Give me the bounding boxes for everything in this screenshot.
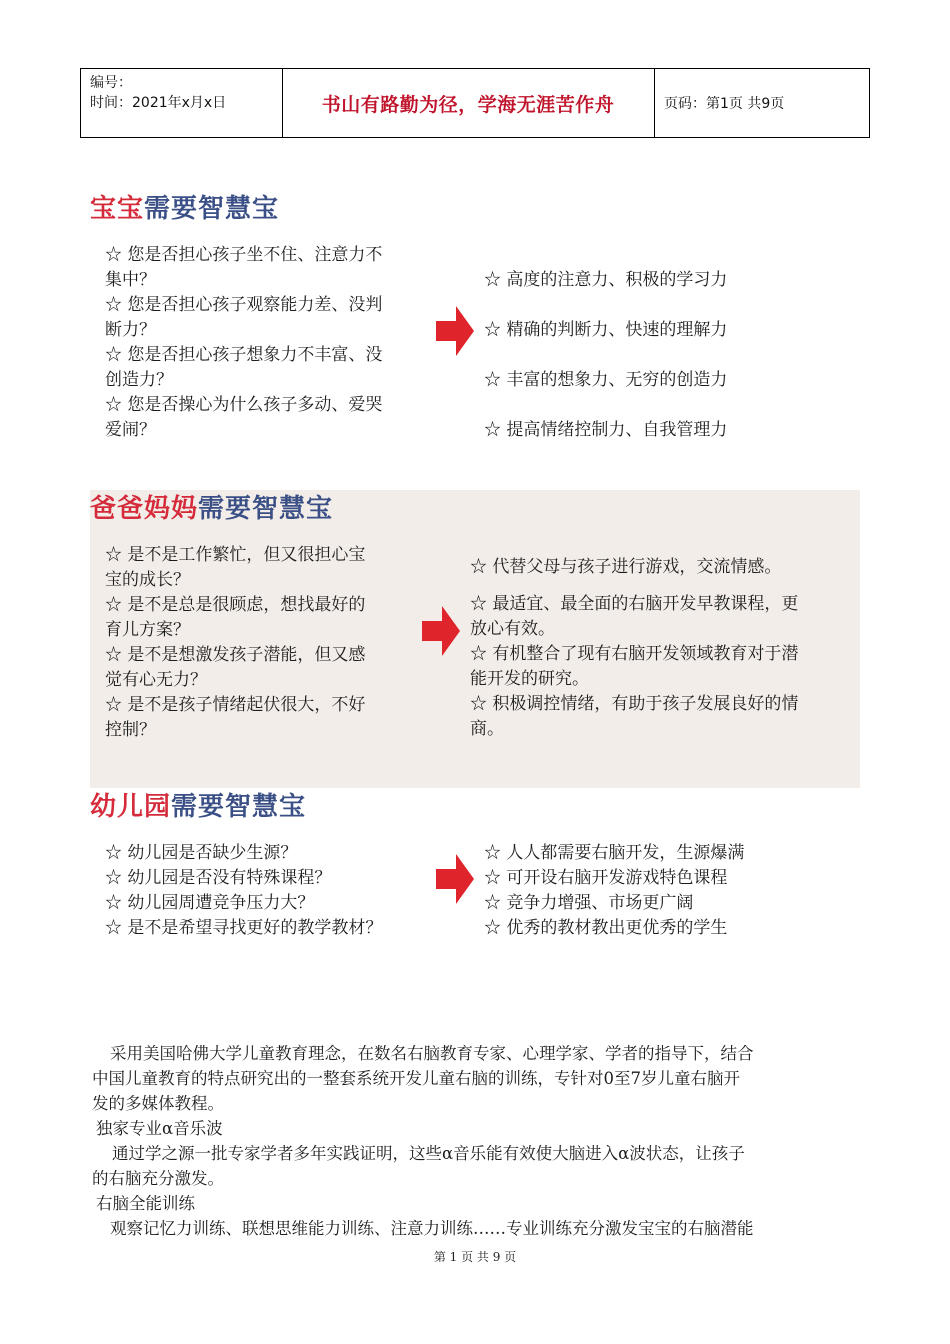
answer-line: ☆ 高度的注意力、积极的学习力: [484, 270, 728, 290]
answer-line: ☆ 提高情绪控制力、自我管理力: [484, 420, 728, 440]
question-line: 育儿方案？: [105, 620, 190, 640]
answer-list-kindergarten: [484, 841, 844, 941]
question-line: 爱闹？: [105, 420, 156, 440]
answer-line: ☆ 可开设右脑开发游戏特色课程: [484, 868, 728, 888]
question-line: ☆ 是不是孩子情绪起伏很大，不好: [105, 695, 366, 715]
arrow-right-icon: [436, 306, 474, 356]
paragraph-line: 的右脑充分激发。: [92, 1169, 224, 1188]
question-line: 创造力？: [105, 370, 173, 390]
question-line: ☆ 是不是想激发孩子潜能，但又感: [105, 645, 366, 665]
question-line: ☆ 您是否操心为什么孩子多动、爱哭: [105, 395, 383, 415]
body-text: [92, 1041, 872, 1241]
question-line: ☆ 是不是总是很顾虑，想找最好的: [105, 595, 366, 615]
question-line: 断力？: [105, 320, 156, 340]
answer-line: ☆ 丰富的想象力、无穷的创造力: [484, 370, 728, 390]
answer-line: ☆ 人人都需要右脑开发，生源爆满: [484, 843, 745, 863]
document-header: [80, 68, 870, 138]
question-list-kindergarten: [105, 841, 445, 941]
question-list-baby: [105, 243, 435, 443]
section-title-red: 宝宝: [90, 194, 145, 224]
header-meta: [90, 73, 226, 113]
answer-list-parents: [470, 555, 855, 742]
answer-line: ☆ 竞争力增强、市场更广阔: [484, 893, 694, 913]
question-line: 觉有心无力？: [105, 670, 207, 690]
answer-line: ☆ 积极调控情绪，有助于孩子发展良好的情: [470, 694, 799, 714]
question-line: ☆ 是不是工作繁忙，但又很担心宝: [105, 545, 366, 565]
answer-spacer: [470, 580, 855, 592]
answer-line: 放心有效。: [470, 619, 555, 639]
question-line: ☆ 您是否担心孩子观察能力差、没判: [105, 295, 383, 315]
answer-line: ☆ 代替父母与孩子进行游戏，交流情感。: [470, 557, 782, 577]
section-title-baby: [90, 188, 279, 225]
header-time-label: 时间：2021年x月x日: [90, 95, 227, 111]
subheading-right-brain: 右脑全能训练: [96, 1194, 195, 1213]
question-line: 宝的成长？: [105, 570, 190, 590]
question-list-parents: [105, 543, 435, 743]
paragraph-line: 通过学之源一批专家学者多年实践证明，这些α音乐能有效使大脑进入α波状态，让孩子: [112, 1144, 745, 1163]
answer-line: ☆ 最适宜、最全面的右脑开发早教课程，更: [470, 594, 799, 614]
answer-line: ☆ 有机整合了现有右脑开发领域教育对于潜: [470, 644, 799, 664]
header-motto: 书山有路勤为径，学海无涯苦作舟: [321, 93, 615, 116]
paragraph-line: 观察记忆力训练、联想思维能力训练、注意力训练……专业训练充分激发宝宝的右脑潜能: [110, 1219, 754, 1238]
question-line: ☆ 您是否担心孩子坐不住、注意力不: [105, 245, 383, 265]
section-title-red: 爸爸妈妈: [90, 494, 199, 524]
question-line: ☆ 幼儿园是否缺少生源？: [105, 843, 298, 863]
answer-line: ☆ 优秀的教材教出更优秀的学生: [484, 918, 728, 938]
question-line: ☆ 幼儿园周遭竞争压力大？: [105, 893, 315, 913]
section-title-blue: 需要智慧宝: [171, 792, 307, 822]
answer-line: 能开发的研究。: [470, 669, 589, 689]
header-page-label: 页码：第1页 共9页: [664, 96, 785, 112]
section-title-kindergarten: [90, 786, 306, 823]
question-line: 集中？: [105, 270, 156, 290]
paragraph-line: 采用美国哈佛大学儿童教育理念，在数名右脑教育专家、心理学家、学者的指导下，结合: [110, 1044, 754, 1063]
answer-line: 商。: [470, 719, 504, 739]
section-title-red: 幼儿园: [90, 792, 172, 822]
header-number-label: 编号：: [90, 75, 132, 91]
answer-list-baby: [484, 255, 844, 455]
section-title-parents: [90, 488, 333, 525]
subheading-alpha-music: 独家专业α音乐波: [96, 1119, 223, 1138]
question-line: ☆ 幼儿园是否没有特殊课程？: [105, 868, 332, 888]
arrow-right-icon: [436, 854, 474, 904]
question-line: ☆ 是不是希望寻找更好的教学教材？: [105, 918, 383, 938]
question-line: 控制？: [105, 720, 156, 740]
paragraph-line: 中国儿童教育的特点研究出的一整套系统开发儿童右脑的训练，专针对0至7岁儿童右脑开: [92, 1069, 740, 1088]
answer-line: ☆ 精确的判断力、快速的理解力: [484, 320, 728, 340]
question-line: ☆ 您是否担心孩子想象力不丰富、没: [105, 345, 383, 365]
section-title-blue: 需要智慧宝: [144, 194, 280, 224]
arrow-right-icon: [422, 606, 460, 656]
page-footer: 第 1 页 共 9 页: [433, 1250, 517, 1264]
paragraph-line: 发的多媒体教程。: [92, 1094, 224, 1113]
section-title-blue: 需要智慧宝: [198, 494, 334, 524]
